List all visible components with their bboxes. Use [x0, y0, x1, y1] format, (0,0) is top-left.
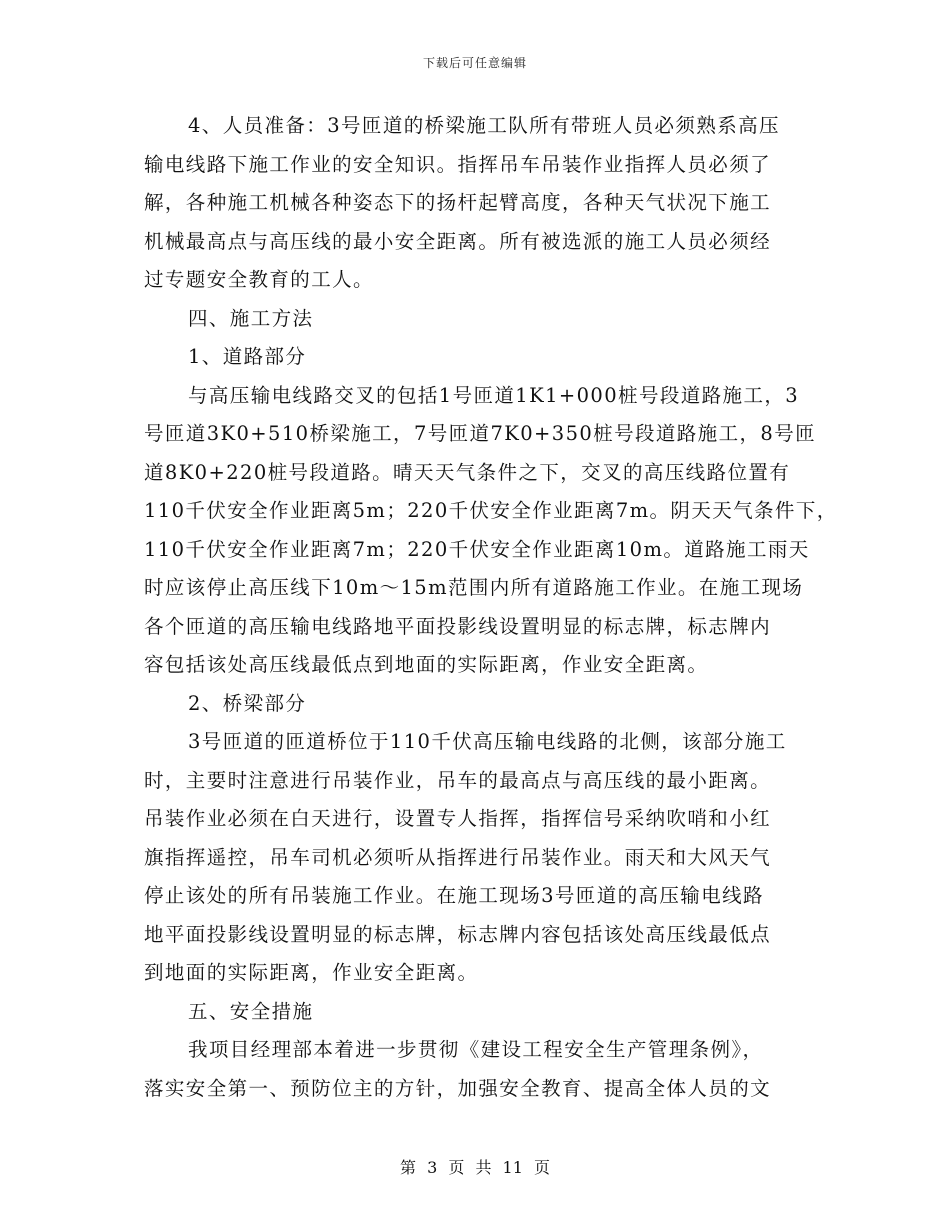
text-line: 过专题安全教育的工人。 — [144, 268, 374, 291]
text-line: 1、道路部分 — [188, 345, 307, 368]
text-line: 停止该处的所有吊装施工作业。在施工现场3号匝道的高压输电线路 — [144, 884, 764, 907]
text-line: 各个匝道的高压输电线路地平面投影线设置明显的标志牌，标志牌内 — [144, 614, 772, 638]
text-line: 道8K0+220桩号段道路。晴天天气条件之下，交叉的高压线路位置有 — [144, 460, 791, 484]
page-header-note: 下载后可任意编辑 — [422, 56, 527, 70]
text-line: 五、安全措施 — [188, 999, 314, 1023]
page-number-footer: 第 3 页 共 11 页 — [400, 1158, 550, 1177]
text-line: 解，各种施工机械各种姿态下的扬杆起臂高度，各种天气状况下施工 — [144, 191, 772, 214]
text-line: 落实安全第一、预防位主的方针，加强安全教育、提高全体人员的文 — [144, 1076, 772, 1100]
text-line: 机械最高点与高压线的最小安全距离。所有被选派的施工人员必须经 — [144, 229, 772, 253]
text-line: 时，主要时注意进行吊装作业，吊车的最高点与高压线的最小距离。 — [144, 768, 772, 792]
document-body — [144, 107, 838, 1108]
text-line: 2、桥梁部分 — [188, 691, 307, 715]
text-line: 输电线路下施工作业的安全知识。指挥吊车吊装作业指挥人员必须了 — [144, 152, 772, 176]
text-line: 容包括该处高压线最低点到地面的实际距离，作业安全距离。 — [144, 653, 709, 676]
text-line: 3号匝道的匝道桥位于110千伏高压输电线路的北侧，该部分施工 — [188, 730, 787, 753]
text-line: 到地面的实际距离，作业安全距离。 — [144, 961, 479, 984]
text-line: 吊装作业必须在白天进行，设置专人指挥，指挥信号采纳吹哨和小红 — [144, 807, 772, 830]
text-line: 4、人员准备：3号匝道的桥梁施工队所有带班人员必须熟系高压 — [188, 114, 780, 137]
text-line: 110千伏安全作业距离7m；220千伏安全作业距离10m。道路施工雨天 — [144, 537, 810, 561]
text-line: 110千伏安全作业距离5m；220千伏安全作业距离7m。阴天天气条件下， — [144, 499, 838, 522]
text-line: 四、施工方法 — [188, 306, 314, 330]
text-line: 与高压输电线路交叉的包括1号匝道1K1+000桩号段道路施工，3 — [188, 383, 800, 407]
text-line: 号匝道3K0+510桥梁施工，7号匝道7K0+350桩号段道路施工，8号匝 — [144, 422, 816, 445]
text-line: 旗指挥遥控，吊车司机必须听从指挥进行吊装作业。雨天和大风天气 — [144, 845, 772, 869]
text-line: 我项目经理部本着进一步贯彻《建设工程安全生产管理条例》， — [188, 1038, 764, 1061]
text-line: 地平面投影线设置明显的标志牌，标志牌内容包括该处高压线最低点 — [144, 922, 772, 946]
text-line: 时应该停止高压线下10m～15m范围内所有道路施工作业。在施工现场 — [144, 576, 804, 599]
